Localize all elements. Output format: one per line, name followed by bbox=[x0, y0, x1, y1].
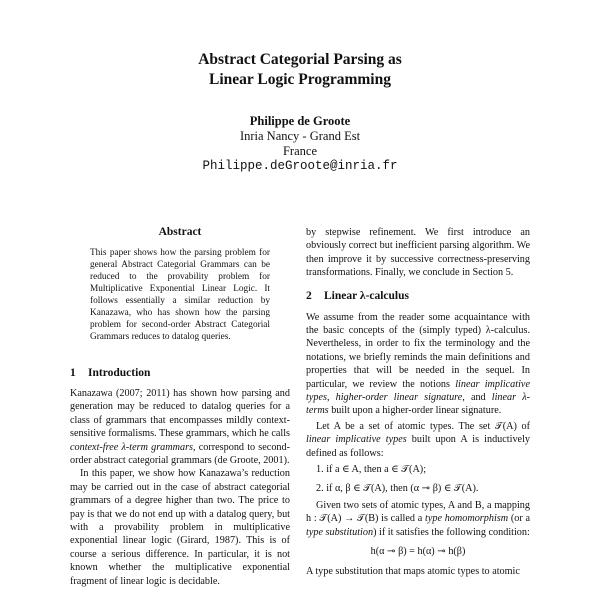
section-2-title: Linear λ-calculus bbox=[324, 289, 409, 302]
title-line-2: Linear Logic Programming bbox=[209, 71, 391, 88]
paper-title bbox=[0, 50, 600, 90]
section-2-paragraph-1: We assume from the reader some acquaintance with the basic concepts of the (simply typed) λ-calculus. Nevertheless, in order to fix the terminology and the notations, we briefly reminds the main definitions and properties that will be needed in the sequel. In particular, we review the notions linear implicative types, higher-order linear signature, and linear λ-terms built upon a higher-order linear signature. bbox=[306, 311, 531, 417]
author-block bbox=[0, 114, 600, 174]
homomorphism-equation: h(α ⊸ β) = h(α) ⊸ h(β) bbox=[370, 546, 466, 558]
section-2-number: 2 bbox=[306, 289, 312, 302]
section-2-paragraph-4: A type substitution that maps atomic types to atomic bbox=[306, 565, 520, 577]
abstract-heading: Abstract bbox=[158, 226, 202, 238]
author-name: Philippe de Groote bbox=[249, 114, 351, 128]
right-column bbox=[306, 226, 530, 578]
section-1-number: 1 bbox=[70, 367, 76, 379]
author-country: France bbox=[282, 144, 317, 158]
title-line-1: Abstract Categorial Parsing as bbox=[198, 51, 402, 68]
section-2-paragraph-2: Let A be a set of atomic types. The set 𝒯(A) of linear implicative types built upon A is inductively defined as follows: bbox=[306, 420, 530, 459]
intro-paragraph-1: Kanazawa (2007; 2011) has shown how parsing and generation may be reduced to datalog queries for a class of grammars that encompasses mildly context-sensitive formalisms. These grammars, which he calls context-free λ-term grammars, correspond to second-order abstract categorial grammars (de Groote, 2001). bbox=[70, 388, 290, 467]
author-affiliation: Inria Nancy - Grand Est bbox=[239, 129, 361, 143]
left-column bbox=[70, 226, 290, 588]
author-email: Philippe.deGroote@inria.fr bbox=[202, 159, 398, 173]
abstract-text: This paper shows how the parsing problem for general Abstract Categorial Grammars can be reduced to the provability problem for Multiplicative Exponential Linear Logic. It follows essentially a similar reduction by Kanazawa, who has shown how the parsing problem for second-order Abstract Categorial Grammars reduces to datalog queries. bbox=[90, 248, 270, 342]
section-2-heading bbox=[306, 290, 530, 302]
definition-item-1: 1. if a ∈ A, then a ∈ 𝒯(A); bbox=[316, 464, 427, 476]
definition-item-2: 2. if α, β ∈ 𝒯(A), then (α ⊸ β) ∈ 𝒯(A). bbox=[316, 482, 479, 494]
section-1-title: Introduction bbox=[88, 367, 151, 379]
section-2-paragraph-3: Given two sets of atomic types, A and B, a mapping h : 𝒯(A) → 𝒯(B) is called a type homomorphism (or a type substitution) if it satisfies the following condition: bbox=[306, 499, 530, 538]
continued-paragraph: by stepwise refinement. We first introduce an obviously correct but inefficient parsing algorithm. We then improve it by successive correctness-preserving transformations. Finally, we conclude in Section 5. bbox=[306, 227, 530, 279]
section-1-heading bbox=[70, 367, 290, 379]
intro-paragraph-2: In this paper, we show how Kanazawa’s reduction may be carried out in the case of abstract categorial grammars of a degree higher than two. The price to pay is that we do not end up with a datalog query, but with a provability problem in multiplicative exponential linear logic (Girard, 1987). This is of course a serious difference. In particular, it is not known whether the multiplicative exponential fragment of linear logic is decidable. bbox=[70, 468, 290, 587]
